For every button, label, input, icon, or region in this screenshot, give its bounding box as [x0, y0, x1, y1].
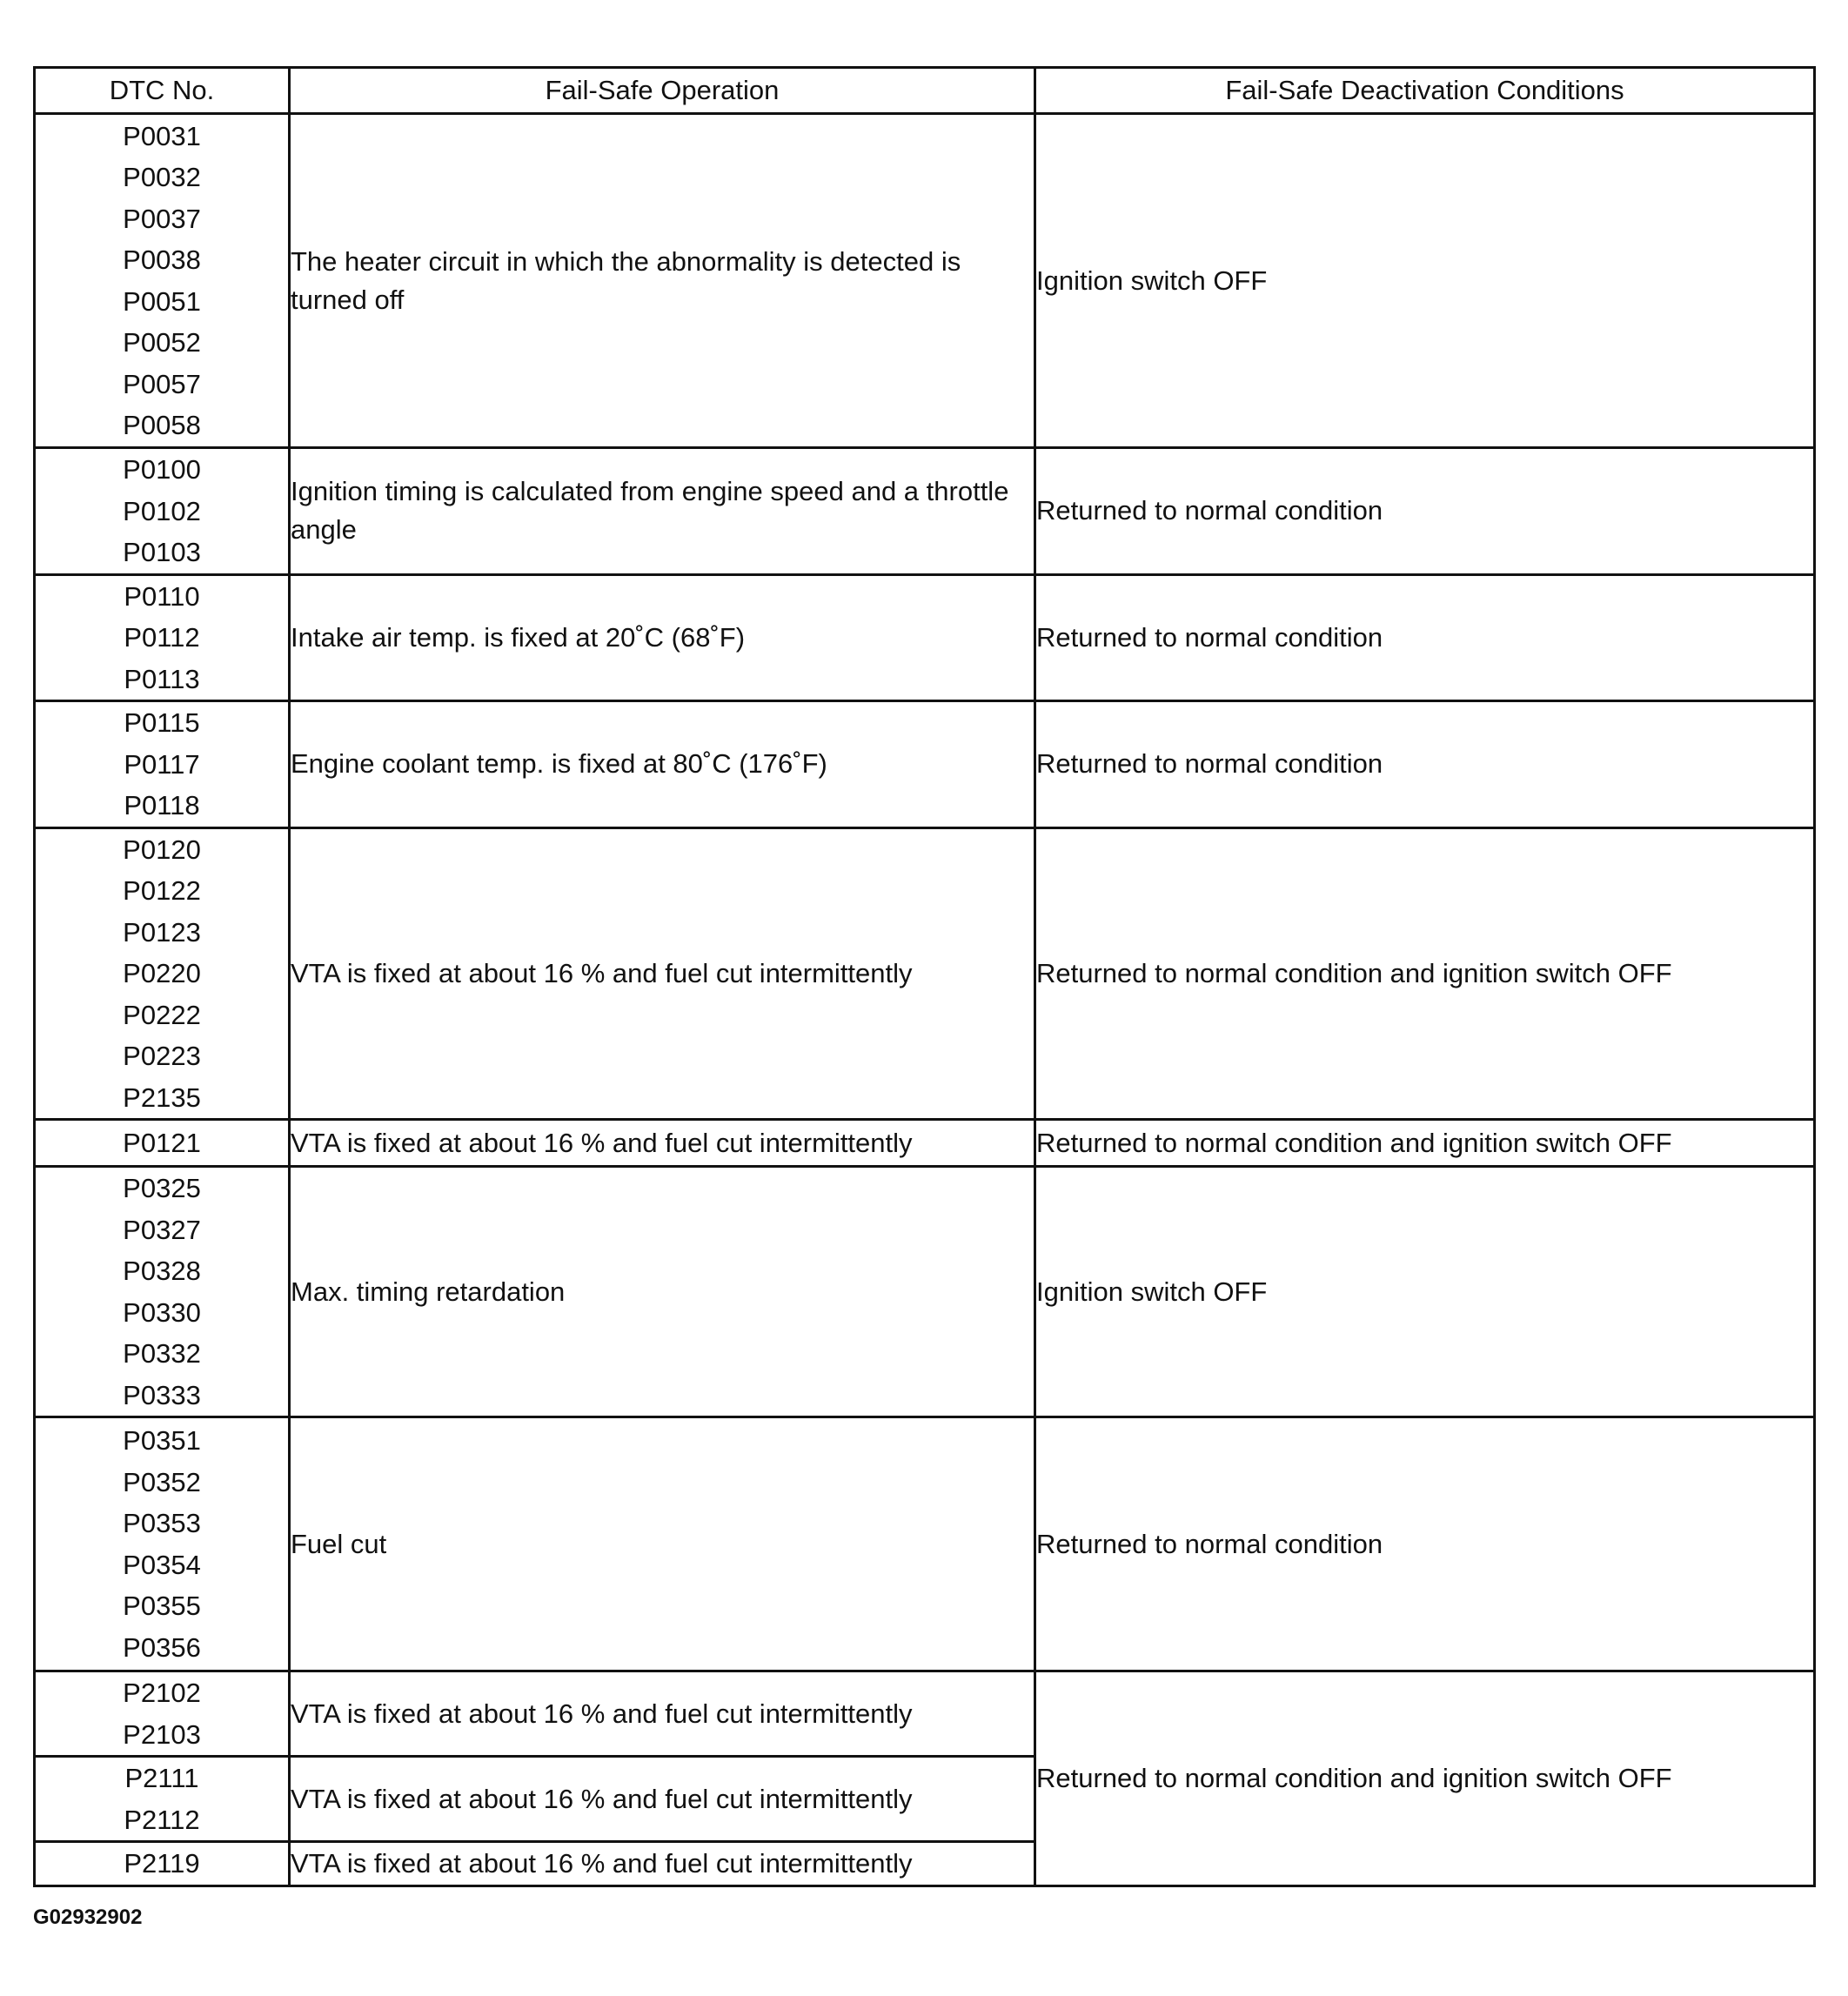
- condition-cell: [1035, 1120, 1815, 1167]
- dtc-code: P2111: [124, 1763, 199, 1793]
- operation-cell: [290, 1757, 1035, 1842]
- dtc-code: P0100: [123, 454, 201, 485]
- dtc-cell: [35, 1757, 290, 1842]
- dtc-code: P0118: [124, 790, 200, 821]
- dtc-code: P0031: [123, 120, 201, 151]
- table-row: [35, 827, 1815, 1120]
- dtc-code: P2135: [123, 1082, 201, 1113]
- dtc-code: P0354: [123, 1549, 201, 1580]
- condition-cell: [1035, 114, 1815, 448]
- condition-text: Returned to normal condition and ignition switch OFF: [1036, 1762, 1672, 1793]
- dtc-code: P2102: [123, 1678, 201, 1708]
- condition-cell: [1035, 827, 1815, 1120]
- dtc-cell: [35, 1120, 290, 1167]
- dtc-code: P0115: [124, 707, 200, 738]
- dtc-code: P0123: [123, 916, 201, 948]
- header-condition: Fail-Safe Deactivation Conditions: [1035, 68, 1815, 114]
- operation-text: Max. timing retardation: [291, 1276, 566, 1307]
- fail-safe-table: [33, 66, 1816, 1887]
- operation-text: VTA is fixed at about 16 % and fuel cut intermittently: [291, 1783, 913, 1814]
- dtc-code: P2119: [124, 1848, 200, 1879]
- operation-cell: [290, 574, 1035, 701]
- table-row: [35, 1671, 1815, 1757]
- operation-text: Fuel cut: [291, 1528, 387, 1559]
- table-row: [35, 701, 1815, 828]
- dtc-cell: [35, 448, 290, 575]
- operation-text: VTA is fixed at about 16 % and fuel cut intermittently: [291, 1847, 913, 1879]
- condition-cell: [1035, 1417, 1815, 1671]
- dtc-code: P0327: [123, 1214, 201, 1245]
- dtc-code: P0037: [123, 203, 201, 234]
- operation-text: Intake air temp. is fixed at 20˚C (68˚F): [291, 621, 746, 653]
- dtc-cell: [35, 114, 290, 448]
- dtc-code: P0325: [123, 1173, 201, 1203]
- condition-text: Ignition switch OFF: [1036, 1276, 1268, 1307]
- dtc-code: P0220: [123, 958, 201, 988]
- dtc-cell: [35, 1167, 290, 1417]
- dtc-code: P0113: [124, 663, 200, 694]
- condition-cell: [1035, 1167, 1815, 1417]
- dtc-code: P0122: [123, 875, 201, 906]
- dtc-code: P0103: [123, 537, 201, 567]
- condition-text: Returned to normal condition: [1036, 495, 1383, 526]
- dtc-cell: [35, 827, 290, 1120]
- table-row: [35, 114, 1815, 448]
- dtc-code: P0352: [123, 1466, 201, 1497]
- operation-text: VTA is fixed at about 16 % and fuel cut intermittently: [291, 1127, 913, 1158]
- operation-cell: [290, 1671, 1035, 1757]
- dtc-code: P0333: [123, 1379, 201, 1410]
- dtc-code: P0222: [123, 999, 201, 1030]
- operation-text: Ignition timing is calculated from engine speed and a throttle angle: [291, 476, 1017, 546]
- dtc-code: P0332: [123, 1338, 201, 1369]
- operation-cell: [290, 1417, 1035, 1671]
- dtc-cell: [35, 701, 290, 828]
- dtc-code: P0117: [124, 748, 200, 780]
- condition-text: Ignition switch OFF: [1036, 265, 1268, 296]
- operation-cell: [290, 1167, 1035, 1417]
- dtc-code: P0353: [123, 1508, 201, 1538]
- dtc-code: P0058: [123, 410, 201, 440]
- header-dtc: DTC No.: [35, 68, 290, 114]
- dtc-code: P0038: [123, 244, 201, 275]
- dtc-code: P2103: [123, 1718, 201, 1750]
- header-operation: Fail-Safe Operation: [290, 68, 1035, 114]
- dtc-code: P0223: [123, 1041, 201, 1071]
- dtc-code: P0355: [123, 1591, 201, 1621]
- dtc-code: P0057: [123, 368, 201, 399]
- dtc-code: P0102: [123, 495, 201, 526]
- operation-cell: [290, 448, 1035, 575]
- dtc-code: P0051: [123, 285, 201, 317]
- figure-id: G02932902: [33, 1906, 143, 1929]
- operation-text: Engine coolant temp. is fixed at 80˚C (176˚F): [291, 748, 827, 780]
- operation-cell: [290, 827, 1035, 1120]
- table-row: [35, 574, 1815, 701]
- operation-text: VTA is fixed at about 16 % and fuel cut intermittently: [291, 957, 913, 988]
- condition-cell: [1035, 1671, 1815, 1886]
- table-row: [35, 1167, 1815, 1417]
- table-body: [35, 114, 1815, 1886]
- operation-cell: [290, 701, 1035, 828]
- condition-cell: [1035, 448, 1815, 575]
- dtc-cell: [35, 1842, 290, 1886]
- dtc-code: P0121: [123, 1127, 201, 1158]
- dtc-code: P0112: [124, 622, 200, 653]
- dtc-cell: [35, 1417, 290, 1671]
- operation-cell: [290, 114, 1035, 448]
- dtc-cell: [35, 574, 290, 701]
- dtc-code: P0356: [123, 1631, 201, 1663]
- operation-cell: [290, 1120, 1035, 1167]
- condition-text: Returned to normal condition: [1036, 621, 1383, 653]
- condition-text: Returned to normal condition: [1036, 748, 1383, 780]
- condition-cell: [1035, 701, 1815, 828]
- dtc-cell: [35, 1671, 290, 1757]
- dtc-code: P0032: [123, 162, 201, 192]
- table-row: [35, 448, 1815, 575]
- header-row: [35, 68, 1815, 114]
- operation-text: VTA is fixed at about 16 % and fuel cut intermittently: [291, 1698, 913, 1729]
- dtc-code: P0351: [123, 1425, 201, 1456]
- table-row: [35, 1120, 1815, 1167]
- table-row: [35, 1417, 1815, 1671]
- condition-cell: [1035, 574, 1815, 701]
- dtc-code: P0330: [123, 1296, 201, 1328]
- dtc-code: P0052: [123, 327, 201, 358]
- dtc-code: P0110: [124, 580, 200, 612]
- dtc-code: P0328: [123, 1256, 201, 1286]
- dtc-code: P2112: [124, 1804, 200, 1835]
- dtc-code: P0120: [123, 834, 201, 865]
- condition-text: Returned to normal condition and ignition switch OFF: [1036, 1127, 1672, 1158]
- operation-cell: [290, 1842, 1035, 1886]
- operation-text: The heater circuit in which the abnormality is detected is turned off: [291, 245, 968, 315]
- condition-text: Returned to normal condition and ignition switch OFF: [1036, 957, 1672, 988]
- condition-text: Returned to normal condition: [1036, 1528, 1383, 1559]
